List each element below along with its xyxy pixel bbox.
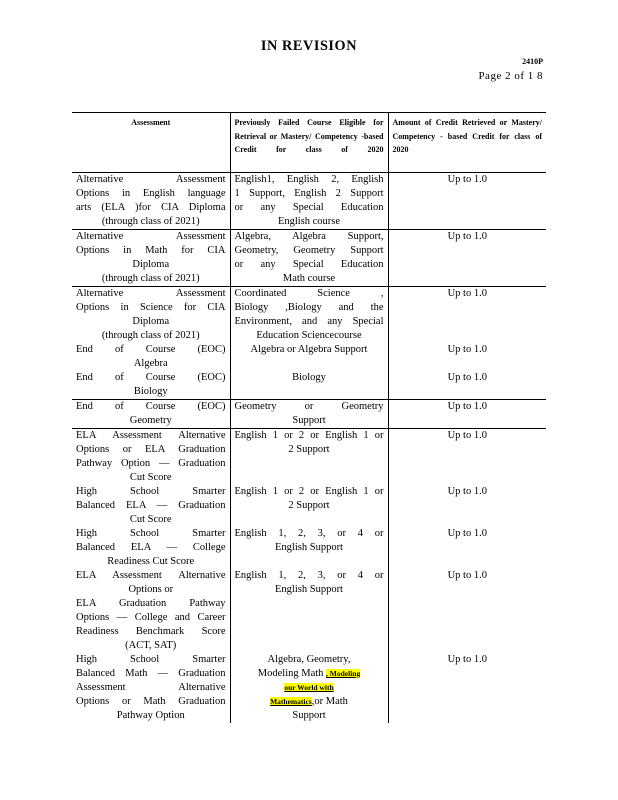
assessment-line: Options in Science for CIA [76, 302, 226, 313]
course-line: or any Special Education [234, 202, 384, 213]
table-row [72, 287, 546, 344]
assessment-line: Pathway Option — Graduation [76, 458, 226, 469]
course-line: English course [277, 216, 341, 227]
course-line: English 1, 2, 3, or 4 or [234, 528, 384, 539]
credit-amount-cell: Up to 1.0 [447, 654, 487, 665]
course-line [235, 695, 384, 709]
highlighted-text: Mathematics [270, 697, 312, 706]
assessment-line: Options — College and Career [76, 612, 226, 623]
course-text: ,or Math [311, 696, 348, 707]
assessment-line: Readiness Cut Score [107, 556, 195, 567]
eligible-course-cell [230, 653, 388, 723]
assessment-line: High School Smarter [76, 486, 226, 497]
course-line: Math course [282, 273, 336, 284]
assessment-line: Alternative Assessment [76, 231, 226, 242]
credit-amount-cell: Up to 1.0 [388, 371, 546, 400]
eligible-course-cell [230, 485, 388, 527]
eligible-course-cell [230, 400, 388, 429]
assessment-line: arts (ELA )for CIA Diploma [76, 202, 226, 213]
credit-amount-cell: Up to 1.0 [388, 230, 546, 287]
table-row [72, 653, 546, 723]
course-line: or any Special Education [234, 259, 384, 270]
page-number [478, 70, 543, 82]
eligible-course-cell [230, 287, 388, 344]
course-line [235, 667, 384, 681]
course-line: Environment, and any Special [234, 316, 384, 327]
table-row [72, 230, 546, 287]
eligible-course-cell [230, 569, 388, 653]
assessment-line: End of Course (EOC) [76, 401, 226, 412]
assessment-cell [72, 287, 230, 344]
assessment-cell [72, 653, 230, 723]
highlighted-text: , Modeling [326, 669, 361, 678]
course-line: Coordinated Science , [234, 288, 384, 299]
assessment-line: Cut Score [129, 514, 172, 525]
course-line: English 1 or 2 or English 1 or [234, 486, 384, 497]
table-row [72, 569, 546, 653]
assessment-line: Pathway Option [116, 710, 185, 721]
assessment-cell [72, 429, 230, 486]
assessment-line: High School Smarter [76, 654, 226, 665]
course-line: Algebra, Algebra Support, [234, 231, 384, 242]
credit-amount-cell: Up to 1.0 [447, 288, 487, 299]
eligible-course-cell [230, 230, 388, 287]
assessment-line: Options in Math for CIA [76, 245, 226, 256]
assessment-line: Alternative Assessment [76, 288, 226, 299]
assessment-line: (ACT, SAT) [125, 640, 177, 651]
table-row [72, 343, 546, 371]
course-line: 1 Support, English 2 Support [234, 188, 384, 199]
header-assessment: Assessment [72, 113, 230, 173]
eligible-course-cell [230, 371, 388, 400]
assessment-line: Balanced Math — Graduation [76, 668, 226, 679]
credit-amount-cell: Up to 1.0 [388, 400, 546, 429]
table-row [72, 485, 546, 527]
assessment-line: (through class of 2021) [101, 216, 200, 227]
eligible-course-cell [230, 343, 388, 371]
assessment-cell [72, 527, 230, 569]
table-row [72, 527, 546, 569]
assessment-line: Geometry [129, 415, 172, 426]
assessment-line: Cut Score [129, 472, 172, 483]
course-text: Modeling Math [257, 668, 327, 679]
table-header-row [72, 113, 546, 173]
highlighted-text: our World with [284, 683, 334, 692]
course-line [235, 681, 384, 695]
assessment-line: Options or [128, 584, 174, 595]
assessment-line: Algebra [133, 358, 168, 369]
course-line: Geometry or Geometry [234, 401, 384, 412]
assessment-line: Alternative Assessment [76, 174, 226, 185]
course-line: English 1 or 2 or English 1 or [234, 430, 384, 441]
credit-amount-cell: Up to 1.0 [388, 173, 546, 230]
credit-amount-cell: Up to 1.0 [447, 430, 487, 441]
course-line: Biology ,Biology and the [234, 302, 384, 313]
course-line: English1, English 2, English [234, 174, 384, 185]
header-credit-amount: Amount of Credit Retrieved or Mastery/ Competency - based Credit for class of 2020 [388, 113, 546, 173]
document-title: IN REVISION [260, 38, 358, 54]
assessment-line: Balanced ELA — Graduation [76, 500, 226, 511]
credit-retrieval-table [72, 112, 546, 723]
page-total: 1 8 [527, 70, 543, 82]
eligible-course-cell [230, 429, 388, 486]
assessment-line: Biology [133, 386, 168, 397]
assessment-line: Options or Math Graduation [76, 696, 226, 707]
assessment-cell [72, 230, 230, 287]
assessment-line: Assessment Alternative [76, 682, 226, 693]
course-line: 2 Support [288, 444, 330, 455]
credit-amount-cell: Up to 1.0 [447, 344, 487, 355]
credit-amount-cell: Up to 1.0 [447, 570, 487, 581]
table-row [72, 400, 546, 429]
table-row [72, 173, 546, 230]
assessment-line: ELA Assessment Alternative [76, 570, 226, 581]
eligible-course-cell [230, 173, 388, 230]
table-row [72, 429, 546, 486]
assessment-cell [72, 173, 230, 230]
course-line: English Support [275, 584, 343, 595]
assessment-line: Readiness Benchmark Score [76, 626, 226, 637]
assessment-line: ELA Assessment Alternative [76, 430, 226, 441]
course-line: Geometry, Geometry Support [234, 245, 384, 256]
assessment-cell [72, 569, 230, 653]
course-line: 2 Support [288, 500, 330, 511]
credit-amount-cell: Up to 1.0 [447, 486, 487, 497]
course-line: Algebra or Algebra Support [250, 344, 368, 355]
assessment-line: Balanced ELA — College [76, 542, 226, 553]
course-line: Biology [292, 372, 326, 383]
page-label: Page [478, 70, 502, 82]
course-line: English 1, 2, 3, or 4 or [234, 570, 384, 581]
assessment-line: Diploma [132, 316, 170, 327]
assessment-line: End of Course (EOC) [76, 372, 226, 383]
assessment-line: (through class of 2021) [101, 273, 200, 284]
assessment-line: High School Smarter [76, 528, 226, 539]
assessment-cell [72, 343, 230, 371]
course-line: Support [292, 710, 326, 721]
page-of: of [514, 70, 525, 82]
assessment-line: End of Course (EOC) [76, 344, 226, 355]
course-line: Support [292, 415, 326, 426]
eligible-course-cell [230, 527, 388, 569]
assessment-line: Options in English language [76, 188, 226, 199]
credit-amount-cell: Up to 1.0 [447, 528, 487, 539]
assessment-cell [72, 485, 230, 527]
policy-code: 2410P [522, 57, 543, 66]
assessment-cell [72, 371, 230, 400]
assessment-line: ELA Graduation Pathway [76, 598, 226, 609]
header-eligible-course: Previously Failed Course Eligible for Retrieval or Mastery/ Competency -based Credit for class of 2020 [230, 113, 388, 173]
course-line: Algebra, Geometry, [267, 654, 351, 665]
page-current: 2 [505, 70, 512, 82]
course-line: English Support [275, 542, 343, 553]
table-row [72, 371, 546, 400]
assessment-line: Options or ELA Graduation [76, 444, 226, 455]
assessment-cell [72, 400, 230, 429]
assessment-line: Diploma [132, 259, 170, 270]
assessment-line: (through class of 2021) [101, 330, 200, 341]
course-line: Education Sciencecourse [256, 330, 362, 341]
